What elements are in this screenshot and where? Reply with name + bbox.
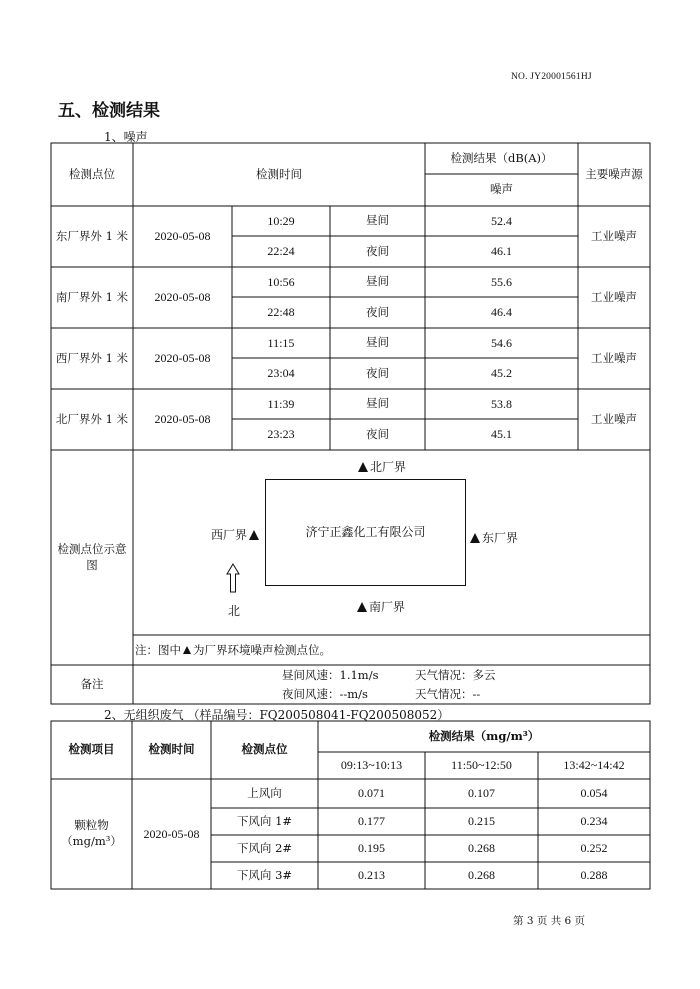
gas-value: 0.268 xyxy=(468,841,495,856)
night-wind: 夜间风速：--m/s xyxy=(282,687,368,701)
gas-header-point: 检测点位 xyxy=(241,742,288,757)
table-row-location: 东厂界外 1 米 xyxy=(55,228,129,243)
west-boundary-label: 西厂界 xyxy=(211,528,248,542)
reading-value: 54.6 xyxy=(491,335,512,350)
east-boundary-label: 东厂界 xyxy=(482,531,519,545)
reading-value: 52.4 xyxy=(491,213,512,228)
gas-item-unit: （mg/m³） xyxy=(61,834,122,848)
north-label: 北 xyxy=(228,604,241,618)
reading-period: 夜间 xyxy=(366,365,389,380)
gas-value: 0.071 xyxy=(358,786,385,801)
day-weather: 天气情况：多云 xyxy=(415,668,496,682)
gas-subtitle: 2、无组织废气 （样品编号：FQ200508041-FQ200508052） xyxy=(104,708,450,722)
reading-period: 夜间 xyxy=(366,243,389,258)
table-row-date: 2020-05-08 xyxy=(154,229,211,244)
header-source: 主要噪声源 xyxy=(585,166,643,181)
gas-period-header: 11:50~12:50 xyxy=(451,758,512,773)
table-row-source: 工业噪声 xyxy=(591,411,637,426)
gas-value: 0.107 xyxy=(468,786,495,801)
table-row-date: 2020-05-08 xyxy=(154,412,211,427)
reading-value: 45.1 xyxy=(491,427,512,442)
gas-item-name: 颗粒物 xyxy=(74,818,109,833)
reading-time: 23:23 xyxy=(267,427,295,442)
night-weather: 天气情况：-- xyxy=(415,687,481,701)
table-row-location: 南厂界外 1 米 xyxy=(55,289,129,304)
gas-value: 0.195 xyxy=(358,841,385,856)
reading-time: 11:39 xyxy=(267,396,295,411)
note-suffix: 为厂界环境噪声检测点位。 xyxy=(193,643,331,657)
reading-time: 22:48 xyxy=(267,305,295,320)
company-name: 济宁正鑫化工有限公司 xyxy=(305,525,426,540)
gas-header-result: 检测结果（mg/m³） xyxy=(428,728,540,743)
reading-time: 10:29 xyxy=(267,213,295,228)
gas-period-header: 13:42~14:42 xyxy=(563,758,625,773)
table-row-location: 北厂界外 1 米 xyxy=(55,411,129,426)
header-result: 检测结果（dB(A)） xyxy=(450,150,553,165)
north-boundary-label: 北厂界 xyxy=(370,460,407,474)
table-row-source: 工业噪声 xyxy=(591,350,637,365)
diagram-row-label: 检测点位示意图 xyxy=(57,541,127,572)
gas-point: 上风向 xyxy=(247,785,282,800)
gas-point: 下风向 2# xyxy=(236,840,293,855)
reading-time: 22:24 xyxy=(267,244,295,259)
table-row-location: 西厂界外 1 米 xyxy=(55,350,129,365)
gas-value: 0.288 xyxy=(580,868,608,883)
south-boundary-label: 南厂界 xyxy=(369,600,406,614)
gas-value: 0.234 xyxy=(580,814,608,829)
table-row-date: 2020-05-08 xyxy=(154,351,211,366)
gas-value: 0.213 xyxy=(358,868,385,883)
reading-period: 昼间 xyxy=(366,335,389,350)
note-prefix: 注：图中 xyxy=(135,643,181,657)
day-wind: 昼间风速：1.1m/s xyxy=(282,668,379,682)
header-location: 检测点位 xyxy=(69,166,115,181)
header-time: 检测时间 xyxy=(256,166,302,181)
reading-value: 53.8 xyxy=(491,396,512,411)
header-result-noise: 噪声 xyxy=(490,182,513,197)
reading-period: 夜间 xyxy=(366,426,389,441)
gas-value: 0.215 xyxy=(468,814,495,829)
remarks-label: 备注 xyxy=(80,676,104,691)
gas-value: 0.252 xyxy=(580,841,608,856)
gas-point: 下风向 1# xyxy=(236,813,293,828)
reading-time: 11:15 xyxy=(267,335,295,350)
gas-point: 下风向 3# xyxy=(236,867,293,882)
gas-header-item: 检测项目 xyxy=(68,742,115,757)
page-number: 第 3 页 共 6 页 xyxy=(513,915,586,927)
reading-value: 55.6 xyxy=(491,274,512,289)
gas-value: 0.054 xyxy=(580,786,608,801)
reading-value: 46.4 xyxy=(491,305,512,320)
section-heading: 五、检测结果 xyxy=(58,101,160,121)
reading-time: 10:56 xyxy=(267,274,295,289)
gas-value: 0.177 xyxy=(358,814,385,829)
reading-period: 夜间 xyxy=(366,304,389,319)
reading-period: 昼间 xyxy=(366,396,389,411)
reading-time: 23:04 xyxy=(267,366,295,381)
gas-item-cell xyxy=(51,779,132,889)
reading-period: 昼间 xyxy=(366,213,389,228)
gas-header-time: 检测时间 xyxy=(148,742,195,757)
report-number: NO. JY20001561HJ xyxy=(511,72,592,82)
table-row-source: 工业噪声 xyxy=(591,228,637,243)
gas-date: 2020-05-08 xyxy=(143,826,200,841)
gas-period-header: 09:13~10:13 xyxy=(340,758,403,773)
reading-value: 46.1 xyxy=(491,244,512,259)
table-row-date: 2020-05-08 xyxy=(154,290,211,305)
reading-value: 45.2 xyxy=(491,366,512,381)
noise-subtitle: 1、噪声 xyxy=(104,130,148,144)
reading-period: 昼间 xyxy=(366,274,389,289)
gas-value: 0.268 xyxy=(468,868,495,883)
table-row-source: 工业噪声 xyxy=(591,289,637,304)
